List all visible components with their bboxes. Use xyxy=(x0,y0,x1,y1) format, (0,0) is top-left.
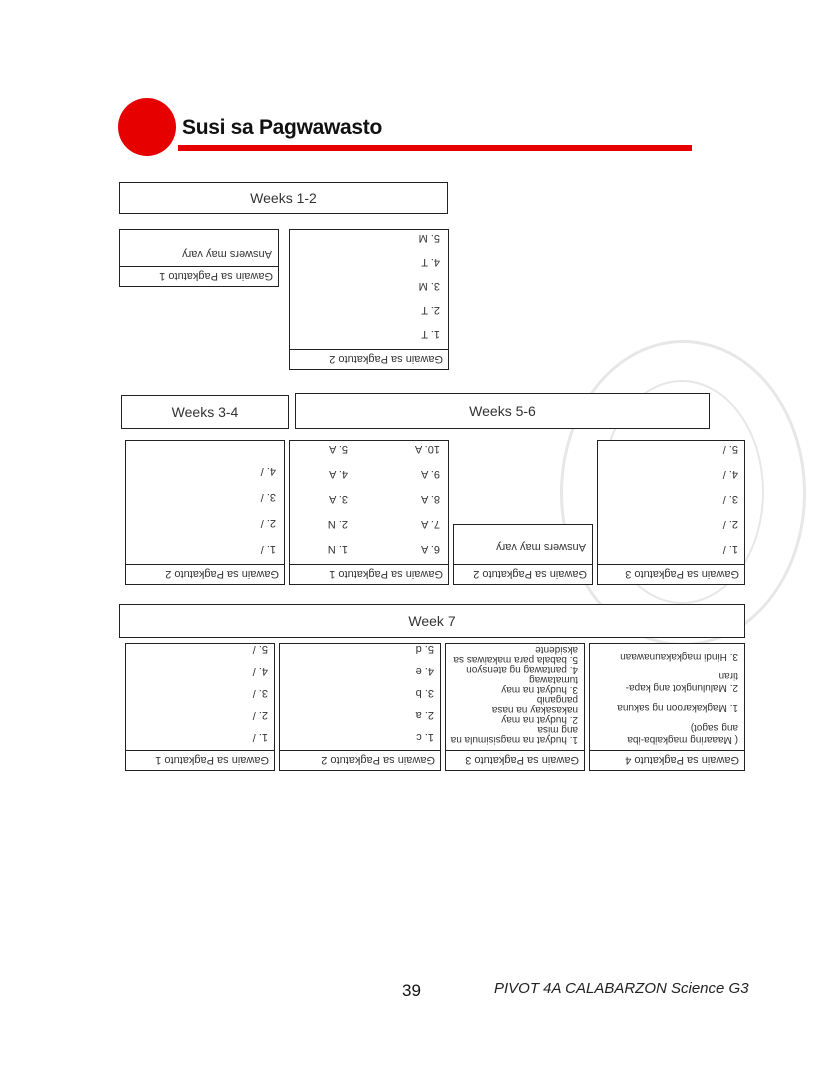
weeks-5-6-gawain-2-card xyxy=(453,524,593,585)
card-title: Gawain sa Pagkatuto 1 xyxy=(126,750,274,770)
list-item: 2. / xyxy=(260,517,276,529)
list-item: 3. / xyxy=(722,493,738,505)
list-item: 2. / xyxy=(722,518,738,530)
week-7-gawain-3-card xyxy=(445,643,585,771)
week-7-gawain-2-card xyxy=(279,643,441,771)
week-7-gawain-4-card xyxy=(589,643,745,771)
header-underline xyxy=(178,145,692,151)
week-7-label: Week 7 xyxy=(119,604,745,638)
list-item: 3. b xyxy=(415,687,434,699)
list-item: 1. / xyxy=(252,731,268,743)
list-item: 4. / xyxy=(260,465,276,477)
card-title: Gawain sa Pagkatuto 1 xyxy=(290,564,448,584)
card-title: Gawain sa Pagkatuto 2 xyxy=(280,750,440,770)
list-item: 1. / xyxy=(722,543,738,555)
card-title: Gawain sa Pagkatuto 1 xyxy=(120,266,278,286)
list-item: 4. A xyxy=(329,468,348,480)
page-number: 39 xyxy=(402,981,421,1000)
weeks-5-6-label: Weeks 5-6 xyxy=(295,393,710,429)
list-item: 10. A xyxy=(414,443,440,455)
week-7-gawain-1-card xyxy=(125,643,275,771)
list-item: ( Maaaring magkaiba-iba xyxy=(627,734,738,745)
list-item: 5. / xyxy=(722,443,738,455)
card-answer: Answers may vary xyxy=(182,248,272,260)
list-item: 3. M xyxy=(418,280,440,292)
list-item: ang sagot) xyxy=(690,722,738,733)
weeks-1-2-gawain-2-card xyxy=(289,229,449,370)
publication-title: PIVOT 4A CALABARZON Science G3 xyxy=(494,980,749,997)
card-title: Gawain sa Pagkatuto 3 xyxy=(446,750,584,770)
list-item: 8. A xyxy=(421,493,440,505)
list-item: 1. Magkakaroon ng sakuna xyxy=(617,702,738,713)
list-item: 2. T xyxy=(421,304,440,316)
list-item: 1. c xyxy=(416,731,434,743)
list-item: 9. A xyxy=(421,468,440,480)
weeks-3-4-gawain-2-card xyxy=(125,440,285,585)
weeks-3-4-label: Weeks 3-4 xyxy=(121,395,289,429)
list-item: 3. Hindi magkakaunawaan xyxy=(620,651,738,662)
list-item: 2. a xyxy=(415,709,434,721)
list-item: 3. A xyxy=(329,493,348,505)
list-item: panganib xyxy=(536,694,578,705)
list-item: 4. / xyxy=(722,468,738,480)
list-item: 3. hudyat na may xyxy=(501,684,578,695)
weeks-1-2-gawain-1-card xyxy=(119,229,279,287)
list-item: 1. N xyxy=(327,543,348,555)
card-title: Gawain sa Pagkatuto 2 xyxy=(126,564,284,584)
list-item: ang misa xyxy=(537,724,578,735)
list-item: tumatawag xyxy=(529,674,578,685)
list-item: 5. / xyxy=(252,643,268,655)
card-title: Gawain sa Pagkatuto 2 xyxy=(454,564,592,584)
list-item: 5. babala para makaiwas sa xyxy=(453,654,578,665)
list-item: 3. / xyxy=(252,687,268,699)
list-item: 2. N xyxy=(327,518,348,530)
list-item: 2. / xyxy=(252,709,268,721)
list-item: 4. e xyxy=(415,665,434,677)
list-item: aksidente xyxy=(535,644,578,655)
weeks-5-6-gawain-1-card xyxy=(289,440,449,585)
header-red-circle xyxy=(118,98,176,156)
list-item: 7. A xyxy=(421,518,440,530)
page-title: Susi sa Pagwawasto xyxy=(182,116,383,139)
card-title: Gawain sa Pagkatuto 3 xyxy=(598,564,744,584)
list-item: 1. / xyxy=(260,543,276,555)
list-item: 5. d xyxy=(415,643,434,655)
list-item: 6. A xyxy=(421,543,440,555)
list-item: 5. M xyxy=(418,232,440,244)
card-title: Gawain sa Pagkatuto 4 xyxy=(590,750,744,770)
list-item: tiran xyxy=(718,670,738,681)
list-item: 4. T xyxy=(421,256,440,268)
list-item: 1. hudyat na magsisimula na xyxy=(450,734,578,745)
list-item: 4. / xyxy=(252,665,268,677)
list-item: 2. hudyat na may xyxy=(501,714,578,725)
list-item: 4. pantawag ng atensyon xyxy=(466,664,578,675)
weeks-1-2-label: Weeks 1-2 xyxy=(119,182,448,214)
card-title: Gawain sa Pagkatuto 2 xyxy=(290,349,448,369)
weeks-5-6-gawain-3-card xyxy=(597,440,745,585)
list-item: 2. Malulungkot ang kapa- xyxy=(625,682,738,693)
list-item: 3. / xyxy=(260,491,276,503)
list-item: 1. T xyxy=(421,328,440,340)
card-answer: Answers may vary xyxy=(496,541,586,553)
list-item: 5. A xyxy=(329,443,348,455)
list-item: nakasakay na nasa xyxy=(491,704,578,715)
